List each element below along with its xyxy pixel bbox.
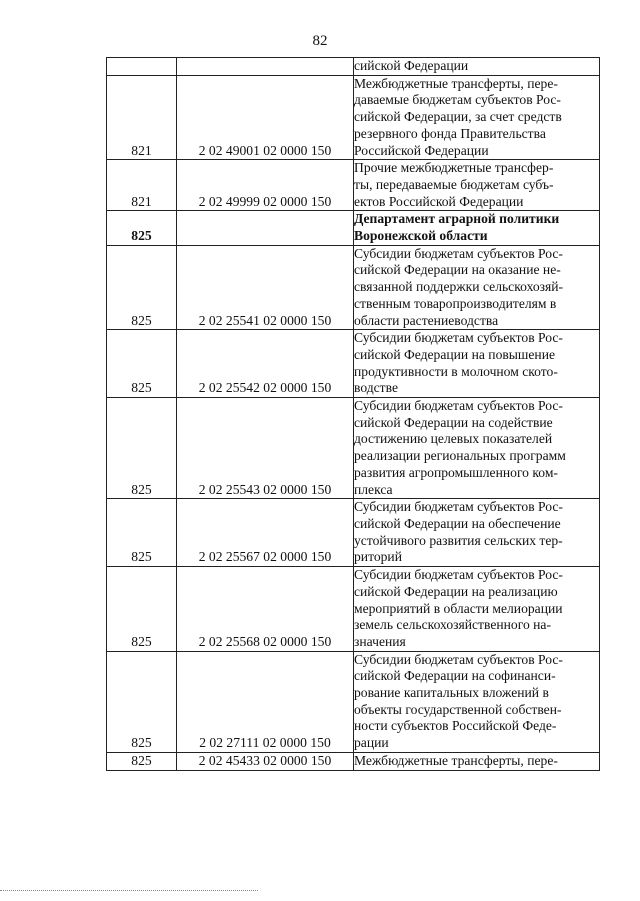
description-line: сийской Федерации на содействие bbox=[354, 414, 553, 430]
description-line: водстве bbox=[354, 380, 398, 396]
description-line: сийской Федерации на реализацию bbox=[354, 583, 558, 599]
admin-code-cell: 825 bbox=[107, 330, 177, 398]
description-cell bbox=[354, 245, 600, 330]
description-cell bbox=[354, 75, 600, 160]
admin-code-cell: 825 bbox=[107, 752, 177, 770]
table-body bbox=[107, 58, 600, 771]
description-line: даваемые бюджетам субъектов Рос- bbox=[354, 92, 561, 108]
description-line: земель сельскохозяйственного на- bbox=[354, 617, 551, 633]
description-line: связанной поддержки сельскохозяй- bbox=[354, 279, 564, 295]
footer-rule bbox=[0, 890, 258, 891]
table-row bbox=[107, 160, 600, 211]
admin-code-cell: 825 bbox=[107, 651, 177, 752]
table-row bbox=[107, 499, 600, 567]
budget-code-cell: 2 02 25542 02 0000 150 bbox=[177, 330, 354, 398]
description-line: продуктивности в молочном ското- bbox=[354, 363, 558, 379]
description-line: Субсидии бюджетам субъектов Рос- bbox=[354, 567, 563, 583]
description-line: Субсидии бюджетам субъектов Рос- bbox=[354, 651, 563, 667]
description-line: объекты государственной собствен- bbox=[354, 701, 562, 717]
description-line: мероприятий в области мелиорации bbox=[354, 600, 563, 616]
description-line: значения bbox=[354, 633, 406, 649]
description-line: Межбюджетные трансферты, пере- bbox=[354, 75, 558, 91]
description-line: ты, передаваемые бюджетам субъ- bbox=[354, 176, 554, 192]
page-number: 82 bbox=[312, 33, 328, 49]
description-line: сийской Федерации на обеспечение bbox=[354, 515, 561, 531]
description-line: ектов Российской Федерации bbox=[354, 193, 524, 209]
table-row bbox=[107, 245, 600, 330]
admin-code-cell bbox=[107, 58, 177, 76]
budget-code-cell bbox=[177, 211, 354, 245]
admin-code-cell: 821 bbox=[107, 160, 177, 211]
description-line: сийской Федерации на софинанси- bbox=[354, 668, 556, 684]
description-line: реализации региональных программ bbox=[354, 448, 566, 464]
budget-code-cell: 2 02 49001 02 0000 150 bbox=[177, 75, 354, 160]
budget-code-cell: 2 02 25541 02 0000 150 bbox=[177, 245, 354, 330]
admin-code-cell: 821 bbox=[107, 75, 177, 160]
description-cell bbox=[354, 499, 600, 567]
description-line: Субсидии бюджетам субъектов Рос- bbox=[354, 245, 563, 261]
budget-code-cell: 2 02 25543 02 0000 150 bbox=[177, 398, 354, 499]
description-line: сийской Федерации, за счет средств bbox=[354, 109, 562, 125]
description-line: ственным товаропроизводителям в bbox=[354, 295, 557, 311]
description-line: Межбюджетные трансферты, пере- bbox=[354, 752, 558, 768]
table-row bbox=[107, 58, 600, 76]
budget-code-cell: 2 02 49999 02 0000 150 bbox=[177, 160, 354, 211]
description-cell bbox=[354, 567, 600, 652]
description-line: плекса bbox=[354, 481, 393, 497]
admin-code-cell: 825 bbox=[107, 211, 177, 245]
description-cell bbox=[354, 211, 600, 245]
description-line: Прочие межбюджетные трансфер- bbox=[354, 160, 554, 176]
description-line: риторий bbox=[354, 549, 402, 565]
table-row bbox=[107, 752, 600, 770]
description-line: Субсидии бюджетам субъектов Рос- bbox=[354, 330, 563, 346]
description-cell bbox=[354, 160, 600, 211]
description-cell bbox=[354, 330, 600, 398]
description-line: сийской Федерации на оказание не- bbox=[354, 262, 561, 278]
table-row bbox=[107, 211, 600, 245]
description-cell bbox=[354, 752, 600, 770]
description-cell bbox=[354, 398, 600, 499]
budget-classification-table bbox=[106, 57, 600, 771]
description-line: ности субъектов Российской Феде- bbox=[354, 718, 557, 734]
description-cell bbox=[354, 651, 600, 752]
description-line: устойчивого развития сельских тер- bbox=[354, 532, 563, 548]
description-line: Департамент аграрной политики bbox=[354, 211, 560, 227]
table-row bbox=[107, 330, 600, 398]
table-row bbox=[107, 567, 600, 652]
description-line: развития агропромышленного ком- bbox=[354, 464, 558, 480]
description-line: рации bbox=[354, 735, 389, 751]
budget-code-cell: 2 02 45433 02 0000 150 bbox=[177, 752, 354, 770]
description-line: Российской Федерации bbox=[354, 142, 489, 158]
description-line: Субсидии бюджетам субъектов Рос- bbox=[354, 499, 563, 515]
description-cell bbox=[354, 58, 600, 76]
budget-code-cell: 2 02 27111 02 0000 150 bbox=[177, 651, 354, 752]
description-line: сийской Федерации bbox=[354, 58, 469, 73]
description-line: сийской Федерации на повышение bbox=[354, 346, 556, 362]
description-line: рование капитальных вложений в bbox=[354, 685, 549, 701]
admin-code-cell: 825 bbox=[107, 245, 177, 330]
admin-code-cell: 825 bbox=[107, 398, 177, 499]
budget-code-cell bbox=[177, 58, 354, 76]
table-row bbox=[107, 75, 600, 160]
admin-code-cell: 825 bbox=[107, 499, 177, 567]
description-line: Субсидии бюджетам субъектов Рос- bbox=[354, 398, 563, 414]
admin-code-cell: 825 bbox=[107, 567, 177, 652]
table-row bbox=[107, 651, 600, 752]
description-line: достижению целевых показателей bbox=[354, 431, 553, 447]
description-line: области растениеводства bbox=[354, 312, 499, 328]
description-line: резервного фонда Правительства bbox=[354, 125, 546, 141]
table-row bbox=[107, 398, 600, 499]
budget-code-cell: 2 02 25568 02 0000 150 bbox=[177, 567, 354, 652]
description-line: Воронежской области bbox=[354, 228, 488, 244]
budget-code-cell: 2 02 25567 02 0000 150 bbox=[177, 499, 354, 567]
